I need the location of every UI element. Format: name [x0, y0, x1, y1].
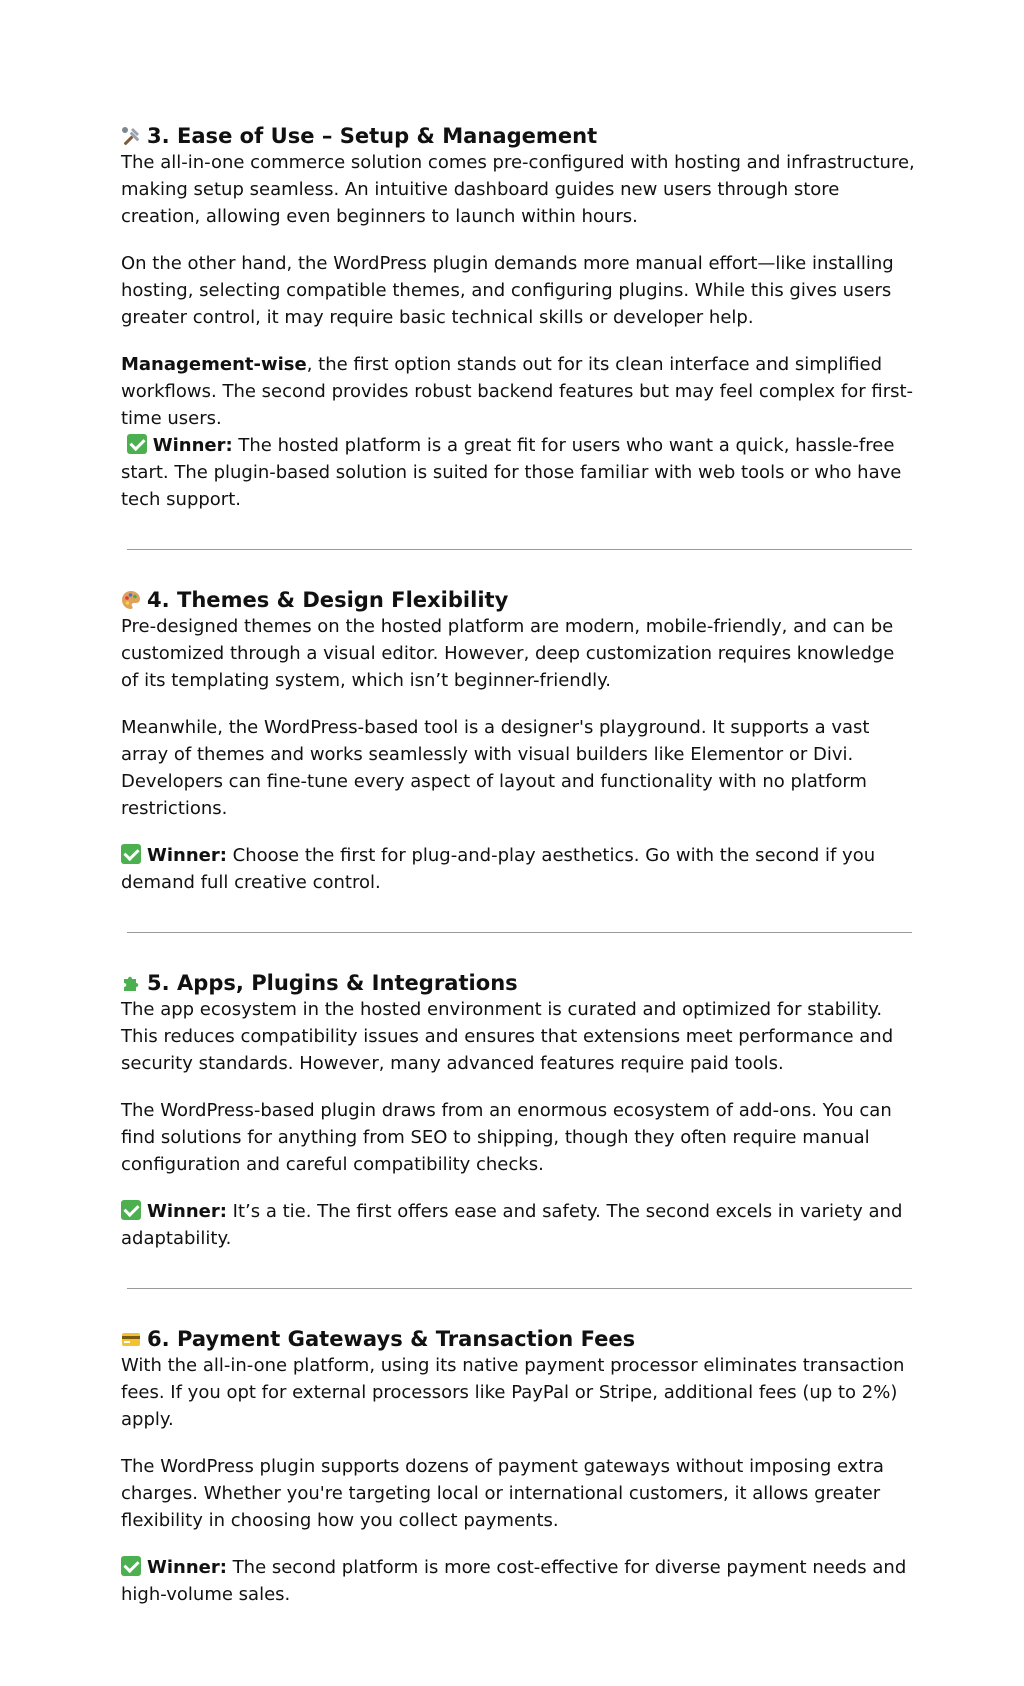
paragraph — [121, 351, 916, 432]
article-body — [121, 122, 916, 1608]
winner-line — [121, 1198, 916, 1252]
bold-lead: Management-wise — [121, 354, 307, 375]
divider — [127, 932, 912, 933]
section-themes — [121, 586, 916, 896]
winner-text: Choose the first for plug-and-play aesthetics. Go with the second if you demand full creative control. — [121, 845, 876, 893]
palette-icon — [121, 590, 141, 610]
paragraph: Meanwhile, the WordPress-based tool is a designer's playground. It supports a vast array of themes and works seamlessly with visual builders like Elementor or Divi. Developers can fine-tune every aspect of layout and functionality with no platform restrictions. — [121, 717, 870, 819]
check-icon — [121, 844, 141, 864]
section-heading — [121, 969, 916, 996]
divider — [127, 549, 912, 550]
check-icon — [127, 434, 147, 454]
winner-text: It’s a tie. The first offers ease and safety. The second excels in variety and adaptability. — [121, 1201, 903, 1249]
check-icon — [121, 1200, 141, 1220]
section-heading-text: 4. Themes & Design Flexibility — [147, 587, 509, 612]
winner-line — [121, 432, 916, 513]
section-heading-text: 5. Apps, Plugins & Integrations — [147, 970, 518, 995]
paragraph: On the other hand, the WordPress plugin demands more manual effort—like installing hosting, selecting compatible themes, and configuring plugins. While this gives users greater control, it may require basic technical skills or developer help. — [121, 253, 894, 328]
paragraph: With the all-in-one platform, using its native payment processor eliminates transaction fees. If you opt for external processors like PayPal or Stripe, additional fees (up to 2%) apply. — [121, 1355, 905, 1430]
divider — [127, 1288, 912, 1289]
puzzle-icon — [121, 973, 141, 993]
winner-label: Winner: — [147, 1201, 227, 1222]
section-heading — [121, 1325, 916, 1352]
winner-label: Winner: — [147, 845, 227, 866]
section-ease-of-use — [121, 122, 916, 513]
section-apps — [121, 969, 916, 1252]
section-heading-text: 3. Ease of Use – Setup & Management — [147, 123, 598, 148]
winner-label: Winner: — [147, 1557, 227, 1578]
paragraph-text: , the first option stands out for its clean interface and simplified workflows. The second provides robust backend features but may feel complex for first-time users. — [121, 354, 914, 429]
winner-text: The hosted platform is a great fit for users who want a quick, hassle-free start. The plugin-based solution is suited for those familiar with web tools or who have tech support. — [121, 435, 902, 510]
paragraph: The all-in-one commerce solution comes pre-configured with hosting and infrastructure, making setup seamless. An intuitive dashboard guides new users through store creation, allowing even beginners to launch within hours. — [121, 152, 915, 227]
winner-line — [121, 1554, 916, 1608]
section-heading — [121, 122, 916, 149]
paragraph: The WordPress-based plugin draws from an enormous ecosystem of add-ons. You can find solutions for anything from SEO to shipping, though they often require manual configuration and careful compatibility checks. — [121, 1100, 892, 1175]
paragraph: Pre-designed themes on the hosted platform are modern, mobile-friendly, and can be customized through a visual editor. However, deep customization requires knowledge of its templating system, which isn’t beginner-friendly. — [121, 616, 895, 691]
winner-text: The second platform is more cost-effective for diverse payment needs and high-volume sales. — [121, 1557, 907, 1605]
paragraph: The app ecosystem in the hosted environment is curated and optimized for stability. This reduces compatibility issues and ensures that extensions meet performance and security standards. However, many advanced features require paid tools. — [121, 999, 894, 1074]
section-heading — [121, 586, 916, 613]
winner-line — [121, 842, 916, 896]
section-payments — [121, 1325, 916, 1608]
paragraph: The WordPress plugin supports dozens of payment gateways without imposing extra charges. Whether you're targeting local or international customers, it allows greater flexibility in choosing how you collect payments. — [121, 1456, 884, 1531]
check-icon — [121, 1556, 141, 1576]
section-heading-text: 6. Payment Gateways & Transaction Fees — [147, 1326, 636, 1351]
winner-label: Winner: — [152, 435, 233, 456]
credit-card-icon — [121, 1329, 141, 1349]
tools-icon — [121, 126, 141, 146]
